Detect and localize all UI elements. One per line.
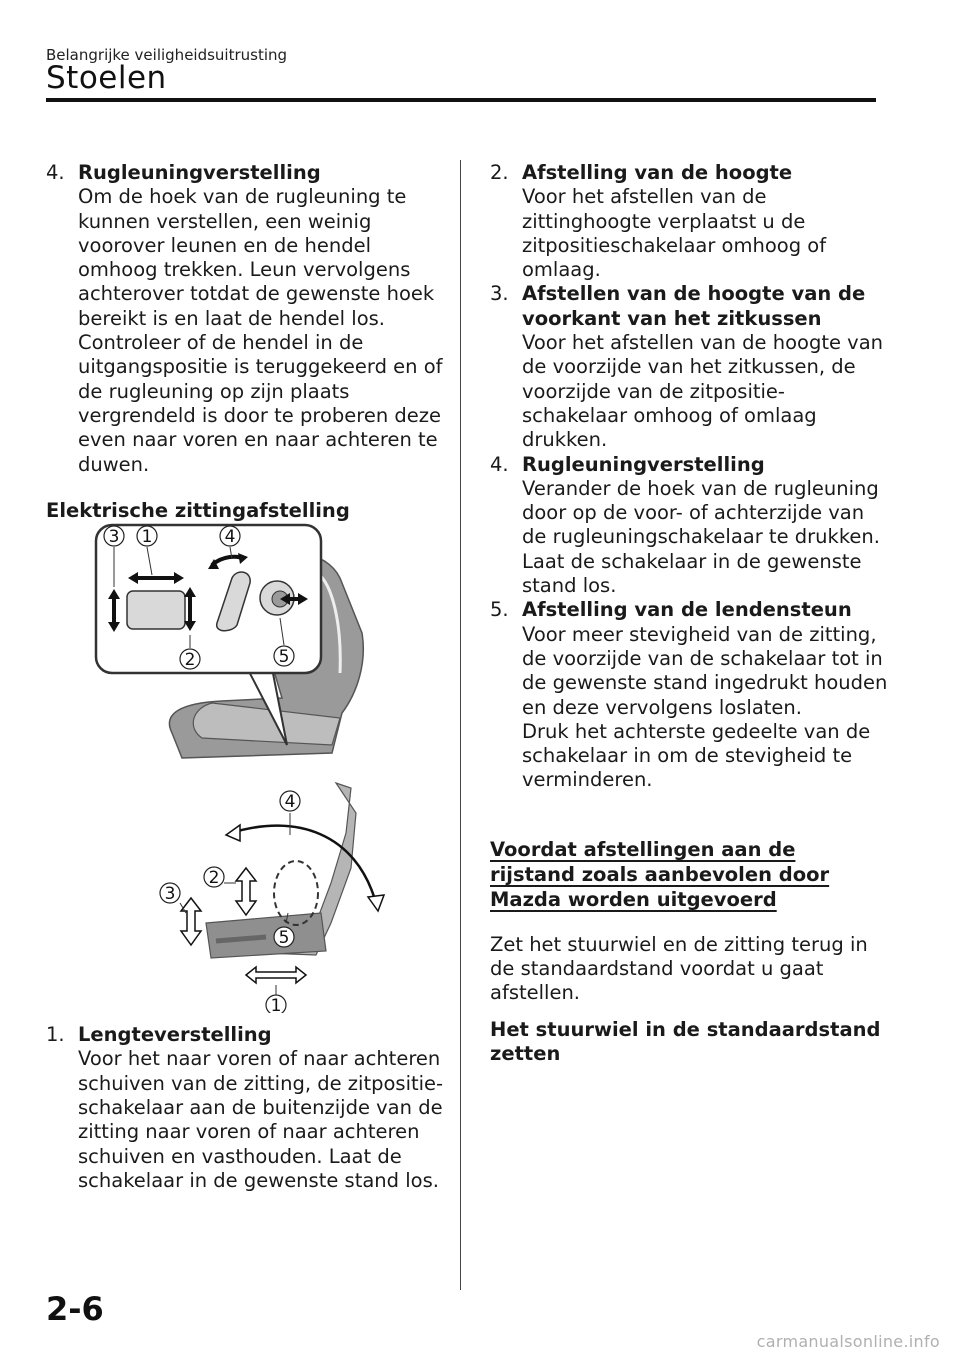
subheading: Het stuurwiel in de standaardstand zetten: [490, 1017, 881, 1065]
callout-3: 3: [164, 884, 176, 905]
item-number: 4.: [490, 452, 509, 476]
callout-4: 4: [284, 792, 296, 813]
list-item-lumbar-adjust: [490, 598, 890, 792]
list-item-backrest-electric: [490, 453, 890, 599]
callout-2: 2: [184, 650, 196, 671]
item-title: Afstelling van de hoogte: [522, 161, 793, 184]
list-item-backrest-manual: [46, 161, 451, 477]
item-number: 1.: [46, 1023, 65, 1047]
item-body: Om de hoek van de rugleuning te kunnen verstellen, een weinig voorover leunen en de hendel omhoog trekken. Leun vervolgens achterover totdat de gewenste hoek bereikt is en laat de hendel los.: [78, 185, 435, 330]
seat-switch-figure: [92, 523, 422, 773]
item-number: 2.: [490, 161, 509, 184]
item-body: Voor het naar voren of naar achteren schuiven van de zitting, de zitpositie-schakelaar aan de buitenzijde van de zitting naar voren of naar achteren schuiven en vasthouden. Laat de schakelaar in de gewenste stand los.: [78, 1047, 444, 1192]
item-body: Verander de hoek van de rugleuning door op de voor- of achterzijde van de rugleuningschakelaar te drukken. Laat de schakelaar in de gewenste stand los.: [522, 476, 880, 598]
seat-movement-figure: [156, 773, 446, 1013]
section-heading: Elektrische zittingafstelling: [46, 498, 350, 522]
item-title: Rugleuningverstelling: [78, 161, 321, 184]
right-column: [490, 161, 890, 1066]
list-item-front-height-adjust: [490, 282, 890, 452]
callout-1: 1: [270, 996, 282, 1014]
callout-4: 4: [224, 527, 236, 548]
list-item-height-adjust: [490, 161, 890, 282]
item-title: Afstelling van de lendensteun: [522, 598, 852, 622]
item-body: Voor het afstellen van de hoogte van de voorzijde van het zitkussen, de voorzijde van de zitpositie-schakelaar omhoog of omlaag drukken.: [522, 331, 884, 452]
item-body-2: Druk het achterste gedeelte van de schakelaar in om de stevigheid te verminderen.: [522, 719, 871, 792]
left-column: [46, 161, 451, 1193]
watermark: carmanualsonline.info: [756, 1332, 940, 1351]
page-number: 2-6: [46, 1290, 104, 1328]
callout-3: 3: [108, 527, 120, 548]
page-title: Stoelen: [46, 60, 167, 96]
header-rule: [46, 98, 876, 102]
header-section-label: Belangrijke veiligheidsuitrusting: [46, 46, 288, 64]
item-body: Voor meer stevigheid van de zitting, de voorzijde van de schakelaar tot in de gewenste stand ingedrukt houden en deze vervolgens loslaten.: [522, 622, 888, 719]
list-item-length-adjust: [46, 1023, 451, 1193]
item-number: 4.: [46, 161, 65, 184]
item-title: Afstellen van de hoogte van de voorkant van het zitkussen: [522, 282, 866, 330]
callout-5: 5: [278, 928, 290, 949]
callout-2: 2: [208, 868, 220, 889]
item-body-2: Controleer of de hendel in de uitgangspositie is teruggekeerd en of de rugleuning op zijn plaats vergrendeld is door te proberen deze even naar voren en naar achteren te duwen.: [78, 331, 443, 476]
item-body: Voor het afstellen van de zittinghoogte verplaatst u de zitpositieschakelaar omhoog of omlaag.: [522, 185, 827, 282]
seat-movement-illustration: [156, 773, 446, 1013]
callout-5: 5: [278, 647, 290, 668]
item-number: 3.: [490, 282, 509, 306]
item-title: Rugleuningverstelling: [522, 452, 765, 476]
intro-paragraph: Zet het stuurwiel en de zitting terug in de standaardstand voordat u gaat afstellen.: [490, 932, 868, 1005]
item-title: Lengteverstelling: [78, 1023, 272, 1047]
column-divider: [460, 160, 461, 1290]
seat-switch-illustration: [92, 523, 422, 773]
item-number: 5.: [490, 598, 509, 622]
cross-reference-heading[interactable]: Voordat afstellingen aan de rijstand zoals aanbevolen door Mazda worden uitgevoerd: [490, 837, 830, 912]
callout-1: 1: [141, 527, 153, 548]
